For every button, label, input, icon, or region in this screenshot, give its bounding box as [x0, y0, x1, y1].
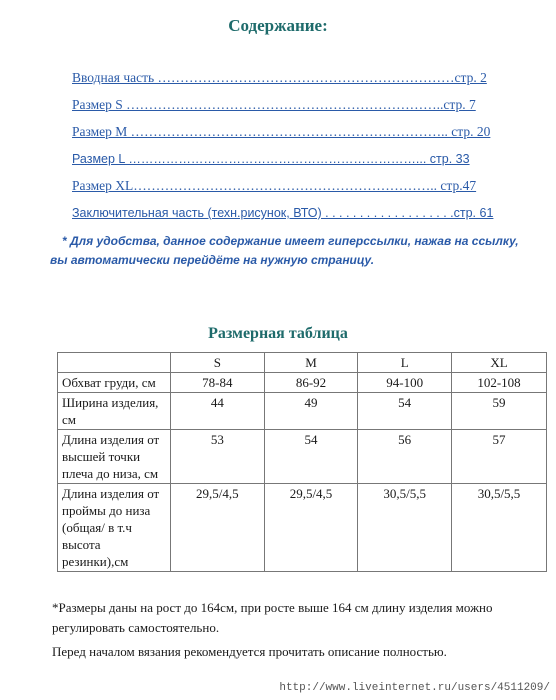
- table-row: [58, 393, 547, 430]
- header-size-s: S: [171, 353, 265, 373]
- toc-list: [72, 70, 546, 232]
- size-table: [57, 352, 547, 572]
- header-size-m: M: [264, 353, 358, 373]
- header-size-xl: XL: [452, 353, 547, 373]
- toc-link-intro[interactable]: Вводная часть …………………………………………………………стр. 2: [72, 70, 487, 85]
- table-cell: 53: [171, 430, 265, 484]
- table-cell: 86-92: [264, 373, 358, 393]
- toc-link-size-m[interactable]: Размер M …………………………………………………………….. стр. 20: [72, 124, 491, 139]
- row-label: Длина изделия от высшей точки плеча до низа, см: [58, 430, 171, 484]
- table-cell: 29,5/4,5: [264, 484, 358, 572]
- table-row: [58, 373, 547, 393]
- table-cell: 44: [171, 393, 265, 430]
- table-cell: 30,5/5,5: [358, 484, 452, 572]
- watermark-url: http://www.liveinternet.ru/users/4511209/: [279, 682, 550, 694]
- table-cell: 49: [264, 393, 358, 430]
- header-blank: [58, 353, 171, 373]
- table-cell: 29,5/4,5: [171, 484, 265, 572]
- row-label: Длина изделия от проймы до низа (общая/ в т.ч высота резинки),см: [58, 484, 171, 572]
- table-cell: 56: [358, 430, 452, 484]
- toc-link-size-s[interactable]: Размер S ……………………………………………………………..стр. 7: [72, 97, 476, 112]
- table-cell: 54: [358, 393, 452, 430]
- table-cell: 30,5/5,5: [452, 484, 547, 572]
- toc-link-conclusion[interactable]: Заключительная часть (техн.рисунок, ВТО) . . . . . . . . . . . . . . . . . . .стр. 61: [72, 206, 494, 220]
- size-table-title: Размерная таблица: [208, 325, 348, 342]
- table-cell: 94-100: [358, 373, 452, 393]
- table-row: [58, 484, 547, 572]
- table-cell: 54: [264, 430, 358, 484]
- advice-text: Перед началом вязания рекомендуется прочитать описание полностью.: [52, 644, 447, 659]
- table-cell: 102-108: [452, 373, 547, 393]
- table-cell: 59: [452, 393, 547, 430]
- toc-link-size-l[interactable]: Размер L ……………………………………………………………... стр. 33: [72, 152, 470, 166]
- row-label: Ширина изделия, см: [58, 393, 171, 430]
- table-row: [58, 430, 547, 484]
- table-cell: 57: [452, 430, 547, 484]
- size-table-header-row: [58, 353, 547, 373]
- row-label: Обхват груди, см: [58, 373, 171, 393]
- size-footnote: *Размеры даны на рост до 164см, при росте выше 164 см длину изделия можно регулировать самостоятельно.: [52, 600, 493, 635]
- header-size-l: L: [358, 353, 452, 373]
- table-cell: 78-84: [171, 373, 265, 393]
- toc-note: * Для удобства, данное содержание имеет гиперссылки, нажав на ссылку, вы автоматически перейдёте на нужную страницу.: [50, 234, 519, 267]
- toc-link-size-xl[interactable]: Размер XL………………………………………………………….. стр.47: [72, 178, 477, 193]
- toc-title: Содержание:: [228, 16, 328, 35]
